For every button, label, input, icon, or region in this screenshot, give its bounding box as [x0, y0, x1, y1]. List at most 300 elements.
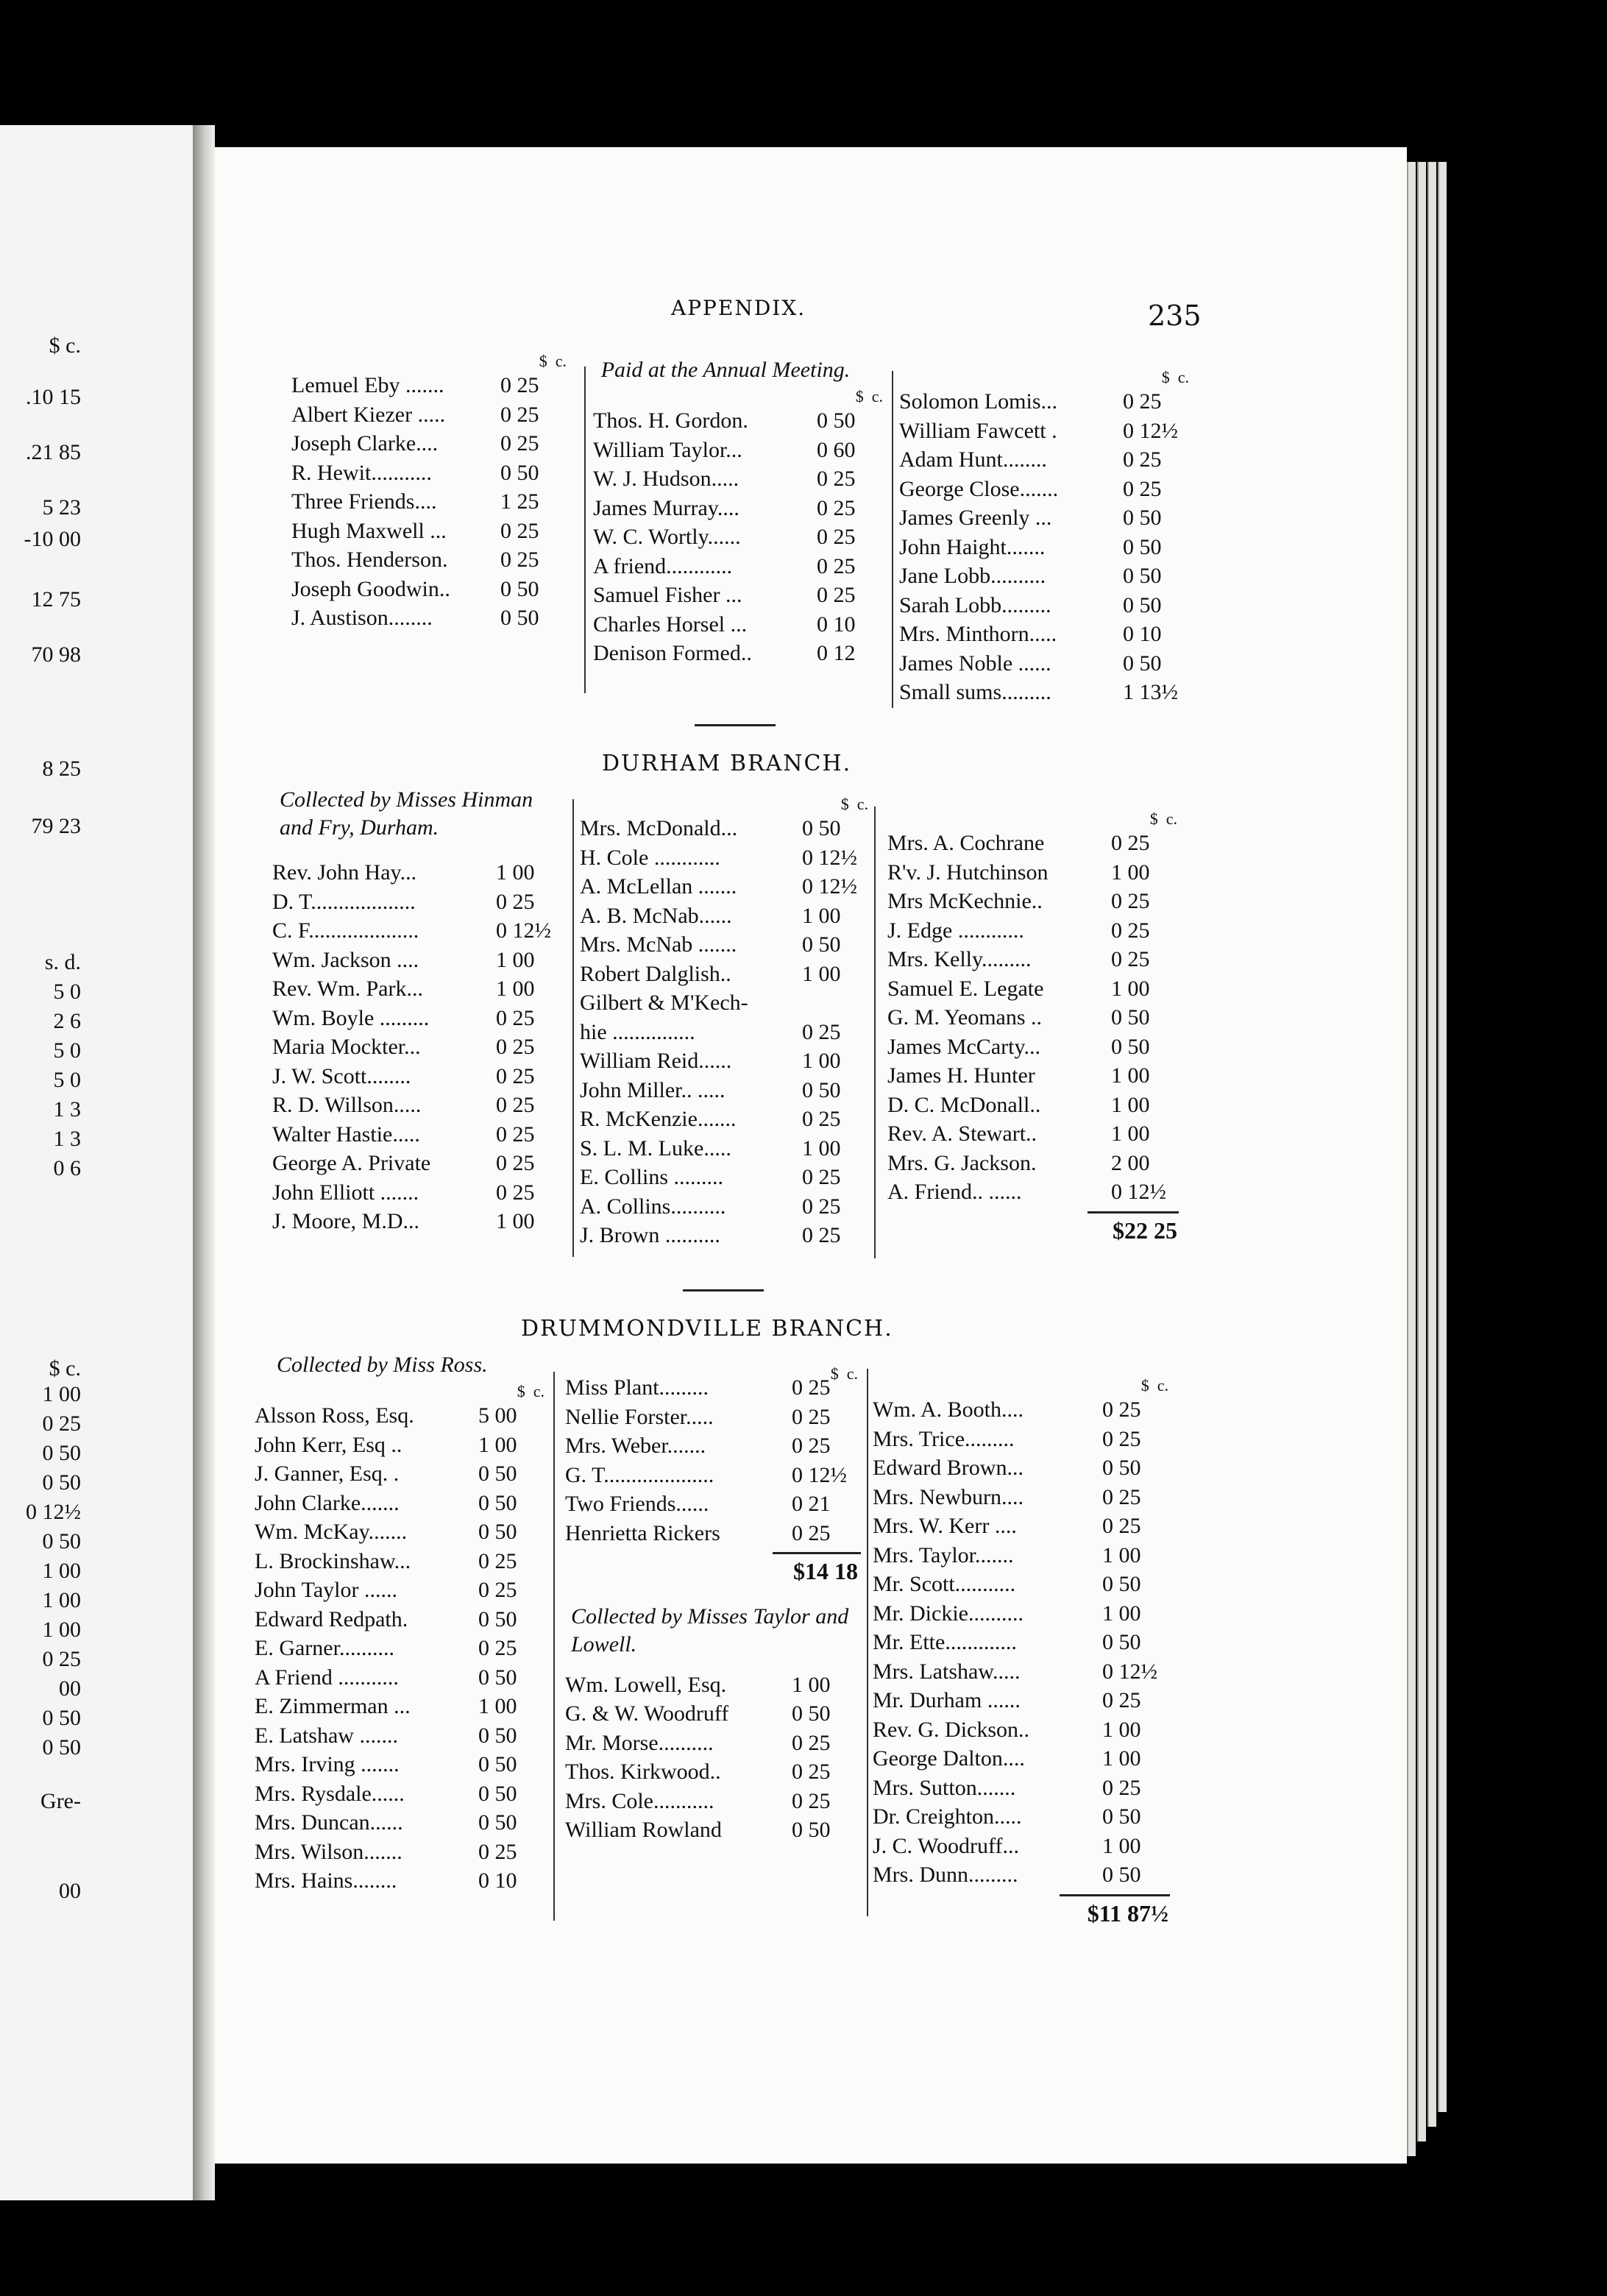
- ledger-entry: [899, 591, 1193, 620]
- drummondville-branch-title: DRUMMONDVILLE BRANCH.: [521, 1316, 893, 1342]
- donation-amount: 1 00: [478, 1694, 517, 1718]
- left-page-figure: 1 3: [53, 1097, 81, 1122]
- left-page-figure: 70 98: [31, 642, 81, 667]
- ledger-entry: [255, 1431, 549, 1460]
- left-page-figure: 1 00: [42, 1618, 81, 1642]
- durham-total: $22 25: [1113, 1216, 1177, 1244]
- drummondville-subtotal: $14 18: [793, 1558, 858, 1584]
- donation-amount: 1 00: [1111, 1063, 1150, 1088]
- left-page-figure: 12 75: [31, 587, 81, 612]
- donation-amount: 1 00: [1111, 1092, 1150, 1117]
- donor-name: Mrs McKechnie..: [887, 889, 1043, 913]
- donor-name: D. T...................: [272, 889, 416, 914]
- donation-amount: 1 00: [1111, 1122, 1150, 1146]
- ledger-entry: [255, 1459, 549, 1489]
- ledger-entry: [565, 1489, 862, 1519]
- left-page-figure: 5 0: [53, 979, 81, 1004]
- ledger-entry: [255, 1489, 549, 1518]
- donor-name: R. McKenzie.......: [580, 1107, 737, 1131]
- donor-name: Wm. Lowell, Esq.: [565, 1672, 727, 1697]
- dollar-cents-heading: $ c.: [830, 1364, 858, 1383]
- donor-name: G. & W. Woodruff: [565, 1701, 729, 1726]
- ledger-entry: [565, 1729, 862, 1758]
- donation-amount: 0 25: [817, 583, 856, 607]
- donor-name: Solomon Lomis...: [899, 389, 1058, 414]
- entry-list: [565, 1670, 862, 1845]
- donor-name: E. Garner..........: [255, 1636, 394, 1660]
- donor-name: A Friend ...........: [255, 1665, 399, 1690]
- donor-name: James Greenly ...: [899, 506, 1052, 530]
- column-rule: [874, 807, 876, 1258]
- donation-amount: 0 25: [1111, 831, 1150, 855]
- donor-name: Wm. A. Booth....: [873, 1397, 1024, 1422]
- donor-name: J. Austison........: [291, 606, 433, 630]
- donation-amount: 0 50: [1111, 1034, 1150, 1059]
- ledger-entry: [565, 1757, 862, 1787]
- donation-amount: 0 50: [792, 1701, 831, 1726]
- donor-name: George Dalton....: [873, 1746, 1025, 1771]
- ledger-entry: [291, 517, 571, 546]
- subtotal-rule: [773, 1552, 861, 1554]
- donation-amount: 0 21: [792, 1492, 831, 1516]
- donor-name: Mrs. Cole...........: [565, 1788, 714, 1813]
- ledger-entry: [291, 458, 571, 488]
- total-rule: [1060, 1894, 1170, 1896]
- ledger-entry: [255, 1838, 549, 1867]
- section1-column-2: [593, 356, 887, 668]
- donation-amount: 0 12½: [802, 874, 857, 899]
- left-page-figure: 0 25: [42, 1411, 81, 1436]
- donation-amount: 0 25: [1102, 1426, 1141, 1451]
- ledger-entry: [272, 1149, 567, 1178]
- donor-name: George Close.......: [899, 476, 1059, 501]
- ledger-entry: [593, 610, 887, 639]
- donation-amount: 1 00: [1102, 1717, 1141, 1742]
- left-page-figure: -10 00: [24, 527, 81, 551]
- donor-name: A friend............: [593, 553, 733, 578]
- entry-list: [899, 387, 1193, 707]
- donor-name: Mrs. Dunn.........: [873, 1863, 1018, 1887]
- donor-name: Rev. John Hay...: [272, 860, 417, 885]
- donor-name: William Rowland: [565, 1818, 722, 1842]
- page-edge: [1407, 162, 1416, 2156]
- donation-amount: 0 25: [478, 1578, 517, 1602]
- entry-list: [291, 371, 571, 633]
- ledger-entry: [593, 639, 887, 668]
- ledger-entry: [899, 620, 1193, 649]
- left-page-figure: 5 23: [42, 495, 81, 520]
- donor-name: Rev. Wm. Park...: [272, 977, 423, 1001]
- ledger-entry: [887, 1032, 1182, 1062]
- entry-list: [565, 1373, 862, 1548]
- donation-amount: 0 50: [1123, 564, 1162, 588]
- ledger-entry: [291, 371, 571, 400]
- ledger-entry: [255, 1721, 549, 1751]
- donation-amount: 0 25: [1111, 889, 1150, 913]
- donation-amount: 0 25: [792, 1760, 831, 1784]
- ledger-entry: [580, 960, 873, 989]
- donation-amount: 0 50: [802, 932, 841, 957]
- donor-name: James McCarty...: [887, 1034, 1041, 1059]
- donor-name: Mrs. McDonald...: [580, 816, 738, 840]
- ledger-entry: [272, 1062, 567, 1091]
- donor-name: Rev. G. Dickson..: [873, 1717, 1030, 1742]
- ledger-entry: [291, 429, 571, 458]
- donor-name: John Elliott .......: [272, 1180, 419, 1205]
- column-rule: [892, 371, 893, 708]
- donation-amount: 0 50: [802, 816, 841, 840]
- ledger-entry: [899, 503, 1193, 533]
- ledger-entry: [873, 1570, 1173, 1599]
- donor-name: Wm. Boyle .........: [272, 1005, 430, 1030]
- donor-name: Mrs. Taylor.......: [873, 1542, 1014, 1567]
- ledger-entry: [291, 487, 571, 517]
- ledger-entry: [899, 561, 1193, 591]
- ledger-entry: [873, 1599, 1173, 1629]
- dollar-cents-heading: $ c.: [1140, 1376, 1168, 1395]
- ledger-entry: [272, 1178, 567, 1208]
- ledger-entry: [873, 1744, 1173, 1774]
- donation-amount: 0 25: [1102, 1484, 1141, 1509]
- donation-amount: 0 50: [792, 1818, 831, 1842]
- durham-branch-title: DURHAM BRANCH.: [602, 751, 852, 776]
- ledger-entry: [291, 603, 571, 633]
- caption-durham-collectors: Collected by Misses Hinman and Fry, Durham.: [280, 787, 533, 840]
- left-page-figure: 0 6: [53, 1156, 81, 1180]
- ledger-entry: [255, 1866, 549, 1896]
- donation-amount: 1 13½: [1123, 680, 1178, 704]
- donor-name: J. C. Woodruff...: [873, 1833, 1019, 1858]
- donation-amount: 0 50: [1123, 506, 1162, 530]
- donor-name: Edward Redpath.: [255, 1606, 408, 1631]
- donation-amount: 0 10: [1123, 622, 1162, 646]
- donor-name: G. M. Yeomans ..: [887, 1005, 1043, 1030]
- donor-name: Mrs. Hains........: [255, 1868, 397, 1893]
- dollar-cents-heading: $ c.: [539, 352, 567, 370]
- ledger-entry: [887, 916, 1182, 946]
- left-page-figure: 0 12½: [26, 1500, 81, 1524]
- ledger-entry: [887, 887, 1182, 916]
- ledger-entry: [255, 1401, 549, 1431]
- donation-amount: 0 10: [478, 1868, 517, 1893]
- donation-amount: 2 00: [1111, 1150, 1150, 1175]
- donation-amount: 1 00: [1102, 1542, 1141, 1567]
- ledger-entry: [873, 1832, 1173, 1861]
- donor-name: Mrs. Wilson.......: [255, 1839, 402, 1864]
- ledger-entry: [593, 522, 887, 552]
- page-edge: [1417, 162, 1426, 2141]
- donor-name: Mr. Ette.............: [873, 1630, 1017, 1654]
- donor-name: Sarah Lobb.........: [899, 592, 1051, 617]
- donation-amount: 0 25: [1102, 1688, 1141, 1712]
- left-page-figure: $ c.: [49, 1356, 81, 1381]
- donation-amount: 0 12½: [1111, 1180, 1166, 1204]
- donor-name: William Fawcett .: [899, 418, 1057, 443]
- left-page-figure: 1 00: [42, 1382, 81, 1406]
- ledger-entry: [272, 858, 567, 887]
- donation-amount: 0 25: [792, 1375, 831, 1400]
- ledger-entry: [887, 1177, 1182, 1207]
- donation-amount: 0 50: [478, 1490, 517, 1515]
- donation-amount: 0 60: [817, 437, 856, 462]
- ledger-entry: [873, 1774, 1173, 1803]
- ledger-entry: [593, 406, 887, 436]
- total-rule: [1088, 1211, 1179, 1213]
- ledger-entry: [593, 494, 887, 523]
- durham-column-3: [887, 809, 1182, 1245]
- donation-amount: 0 50: [1102, 1630, 1141, 1654]
- ledger-entry: [580, 814, 873, 843]
- entry-list: [580, 814, 873, 1250]
- dollar-cents-heading: $ c.: [1149, 809, 1177, 828]
- ledger-entry: [272, 946, 567, 975]
- donor-name: E. Zimmerman ...: [255, 1694, 411, 1718]
- donor-name: Thos. Kirkwood..: [565, 1760, 721, 1784]
- ledger-entry: [873, 1425, 1173, 1454]
- section-divider: [695, 724, 776, 726]
- donation-amount: [796, 988, 873, 1018]
- donation-amount: 0 50: [1111, 1005, 1150, 1030]
- donation-amount: 0 25: [496, 1005, 535, 1030]
- ledger-entry: [580, 1046, 873, 1076]
- ledger-entry: [580, 988, 873, 1018]
- donation-amount: 0 12½: [1102, 1659, 1157, 1684]
- donation-amount: 1 00: [1102, 1746, 1141, 1771]
- donation-amount: 1 00: [1102, 1601, 1141, 1626]
- ledger-entry: [887, 1149, 1182, 1178]
- ledger-entry: [899, 475, 1193, 504]
- ledger-entry: [565, 1787, 862, 1816]
- donation-amount: 0 25: [1123, 389, 1162, 414]
- caption-annual-meeting: Paid at the Annual Meeting.: [600, 358, 851, 382]
- ledger-entry: [593, 581, 887, 610]
- ledger-entry: [580, 843, 873, 873]
- donor-name: Nellie Forster.....: [565, 1404, 714, 1429]
- donor-name: Maria Mockter...: [272, 1035, 421, 1059]
- donor-name: Joseph Clarke....: [291, 431, 439, 456]
- ledger-entry: [873, 1860, 1173, 1890]
- donor-name: S. L. M. Luke.....: [580, 1135, 731, 1161]
- donor-name: Mrs. Trice.........: [873, 1426, 1015, 1451]
- donor-name: Mrs. W. Kerr ....: [873, 1514, 1017, 1538]
- donation-amount: 0 50: [1102, 1572, 1141, 1596]
- donor-name: William Taylor...: [593, 437, 742, 462]
- donor-name: Wm. McKay.......: [255, 1520, 408, 1544]
- left-page-figure: 5 0: [53, 1038, 81, 1063]
- ledger-entry: [593, 436, 887, 465]
- donor-name: R'v. J. Hutchinson: [887, 860, 1049, 885]
- donation-amount: 0 25: [1102, 1397, 1141, 1422]
- column-rule: [553, 1372, 555, 1921]
- donation-amount: 0 12½: [1123, 418, 1178, 443]
- ledger-entry: [255, 1576, 549, 1605]
- donor-name: A. McLellan .......: [580, 874, 737, 899]
- donor-name: Mrs. Latshaw.....: [873, 1659, 1021, 1684]
- donation-amount: 0 25: [496, 1035, 535, 1059]
- donor-name: Alsson Ross, Esq.: [255, 1403, 414, 1428]
- ledger-entry: [565, 1403, 862, 1432]
- donation-amount: 1 00: [792, 1672, 831, 1697]
- donor-name: Denison Formed..: [593, 641, 752, 665]
- ledger-entry: [565, 1519, 862, 1548]
- caption-taylor-lowell: Collected by Misses Taylor and Lowell.: [571, 1604, 849, 1657]
- donor-name: Mrs. Minthorn.....: [899, 622, 1057, 646]
- drummondville-column-2: [565, 1364, 862, 1845]
- donation-amount: 0 25: [496, 1063, 535, 1088]
- donation-amount: 0 50: [1102, 1863, 1141, 1887]
- ledger-entry: [272, 887, 567, 917]
- donation-amount: 1 00: [496, 947, 535, 972]
- page-edge: [1427, 162, 1436, 2127]
- ledger-entry: [580, 1018, 873, 1047]
- donation-amount: 0 50: [478, 1752, 517, 1776]
- donor-name: Mrs. Weber.......: [565, 1434, 706, 1458]
- donor-name: Mr. Morse..........: [565, 1730, 714, 1755]
- ledger-entry: [887, 829, 1182, 858]
- durham-column-2: [580, 795, 873, 1250]
- ledger-entry: [272, 1091, 567, 1120]
- ledger-entry: [899, 445, 1193, 475]
- donor-name: Gilbert & M'Kech-: [580, 991, 748, 1015]
- donor-name: Miss Plant.........: [565, 1375, 709, 1400]
- donation-amount: 0 12½: [802, 845, 857, 870]
- donor-name: Mr. Dickie..........: [873, 1601, 1024, 1626]
- left-page-figure: $ c.: [49, 333, 81, 358]
- donation-amount: 0 25: [802, 1223, 841, 1247]
- ledger-entry: [580, 1134, 873, 1163]
- donation-amount: 0 12½: [792, 1462, 847, 1487]
- donation-amount: 0 25: [478, 1839, 517, 1864]
- donor-name: Lemuel Eby .......: [291, 373, 444, 397]
- donor-name: A. B. McNab......: [580, 903, 732, 928]
- dollar-cents-heading: $ c.: [855, 387, 883, 405]
- donation-amount: 0 25: [792, 1434, 831, 1458]
- donor-name: W. J. Hudson.....: [593, 467, 739, 491]
- donation-amount: 0 10: [817, 612, 856, 637]
- donation-amount: 0 25: [1111, 947, 1150, 971]
- donor-name: Thos. H. Gordon.: [593, 408, 748, 433]
- ledger-entry: [887, 945, 1182, 974]
- donor-name: James Noble ......: [899, 651, 1051, 676]
- donor-name: E. Latshaw .......: [255, 1723, 398, 1748]
- donor-name: Mrs. Sutton.......: [873, 1775, 1016, 1800]
- ledger-entry: [873, 1715, 1173, 1745]
- ledger-entry: [887, 1003, 1182, 1032]
- donor-name: Mr. Scott...........: [873, 1572, 1016, 1596]
- ledger-entry: [580, 872, 873, 901]
- donation-amount: 0 50: [802, 1077, 841, 1102]
- left-page-figure: 0 25: [42, 1647, 81, 1671]
- donor-name: Hugh Maxwell ...: [291, 518, 447, 543]
- drummondville-column-1: [255, 1351, 549, 1896]
- ledger-entry: [255, 1808, 549, 1838]
- ledger-entry: [887, 1061, 1182, 1091]
- ledger-entry: [255, 1517, 549, 1547]
- ledger-entry: [887, 858, 1182, 887]
- donation-amount: 0 25: [792, 1788, 831, 1813]
- donation-amount: 1 00: [802, 903, 841, 928]
- donation-amount: 0 25: [478, 1548, 517, 1573]
- ledger-entry: [593, 552, 887, 581]
- donor-name: R. Hewit...........: [291, 460, 432, 485]
- column-rule: [867, 1369, 868, 1916]
- donor-name: James H. Hunter: [887, 1063, 1035, 1088]
- ledger-entry: [899, 649, 1193, 678]
- donor-name: A. Collins..........: [580, 1194, 726, 1219]
- donation-amount: 1 25: [500, 489, 539, 514]
- donor-name: Mrs. Irving .......: [255, 1752, 400, 1776]
- donor-name: J. Edge ............: [887, 918, 1024, 943]
- donation-amount: 0 25: [500, 431, 539, 456]
- section1-column-3: [899, 368, 1193, 707]
- donation-amount: 0 25: [1123, 447, 1162, 472]
- donor-name: Mr. Durham ......: [873, 1688, 1021, 1712]
- donation-amount: 0 25: [496, 889, 535, 914]
- donor-name: J. Moore, M.D...: [272, 1209, 419, 1233]
- donation-amount: 0 25: [1102, 1514, 1141, 1538]
- donation-amount: 0 12: [817, 641, 856, 665]
- dollar-cents-heading: $ c.: [1161, 368, 1189, 386]
- donation-amount: 0 25: [500, 402, 539, 427]
- ledger-entry: [565, 1670, 862, 1700]
- ledger-entry: [272, 1207, 567, 1236]
- donation-amount: 0 25: [802, 1194, 841, 1219]
- donation-amount: 1 00: [1111, 860, 1150, 885]
- donor-name: William Reid......: [580, 1049, 732, 1073]
- ledger-entry: [291, 545, 571, 575]
- donor-name: Jane Lobb..........: [899, 564, 1046, 588]
- donor-name: Edward Brown...: [873, 1456, 1024, 1480]
- book-gutter: [193, 125, 215, 2200]
- left-page-figure: 0 50: [42, 1706, 81, 1730]
- donation-amount: 0 25: [1102, 1775, 1141, 1800]
- donation-amount: 0 50: [500, 460, 539, 485]
- donor-name: C. F....................: [272, 918, 419, 943]
- donor-name: Robert Dalglish..: [580, 961, 731, 986]
- ledger-entry: [899, 417, 1193, 446]
- ledger-entry: [873, 1802, 1173, 1832]
- donor-name: Albert Kiezer .....: [291, 402, 446, 427]
- drummondville-column-3: [873, 1376, 1173, 1928]
- column-rule: [584, 366, 586, 693]
- donor-name: John Clarke.......: [255, 1490, 400, 1515]
- donor-name: Samuel E. Legate: [887, 976, 1044, 1001]
- donor-name: A. Friend.. ......: [887, 1180, 1022, 1204]
- left-page-figure: Gre-: [40, 1789, 81, 1813]
- donation-amount: 0 50: [478, 1723, 517, 1748]
- left-page-figure: 1 00: [42, 1559, 81, 1583]
- donation-amount: 0 25: [817, 467, 856, 491]
- entry-list: [873, 1395, 1173, 1890]
- dollar-cents-heading: $ c.: [840, 795, 868, 813]
- ledger-entry: [272, 916, 567, 946]
- left-page-figure: 5 0: [53, 1068, 81, 1092]
- left-page-figure: .10 15: [26, 385, 81, 409]
- donor-name: H. Cole ............: [580, 845, 720, 870]
- donation-amount: 0 50: [1102, 1804, 1141, 1829]
- left-page-figure: 00: [59, 1879, 81, 1903]
- donor-name: Walter Hastie.....: [272, 1122, 420, 1147]
- donation-amount: 0 50: [1123, 534, 1162, 559]
- ledger-entry: [580, 1221, 873, 1250]
- donation-amount: 0 50: [500, 576, 539, 601]
- donor-name: Mrs. G. Jackson.: [887, 1150, 1037, 1175]
- donor-name: Mrs. A. Cochrane: [887, 831, 1045, 855]
- donor-name: Joseph Goodwin..: [291, 576, 450, 601]
- donor-name: D. C. McDonall..: [887, 1092, 1041, 1117]
- ledger-entry: [272, 1120, 567, 1149]
- donation-amount: 0 25: [817, 495, 856, 520]
